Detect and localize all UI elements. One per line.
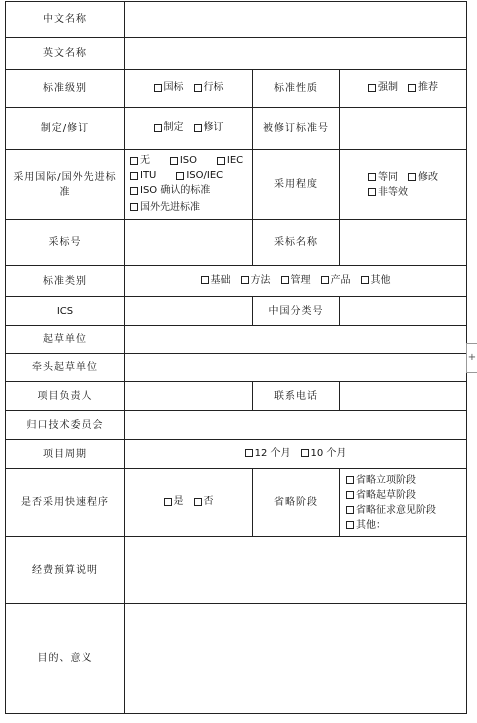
option-skip-comment[interactable]: 省略征求意见阶段 [346, 503, 436, 518]
adoption-degree-label: 采用程度 [253, 150, 340, 220]
fast-track-label: 是否采用快速程序 [6, 469, 125, 537]
budget-label: 经费预算说明 [6, 537, 125, 604]
checkbox-icon [130, 203, 138, 211]
revised-standard-label: 被修订标准号 [253, 108, 340, 150]
china-class-label: 中国分类号 [253, 297, 340, 326]
checkbox-icon [408, 173, 416, 181]
project-leader-label: 项目负责人 [6, 382, 125, 411]
option-10-months[interactable]: 10 个月 [301, 446, 347, 461]
checkbox-icon [194, 124, 202, 132]
committee-label: 归口技术委员会 [6, 411, 125, 440]
checkbox-icon [408, 84, 416, 92]
purpose-field[interactable] [125, 604, 467, 714]
option-recommended[interactable]: 推荐 [408, 80, 438, 95]
checkbox-icon [281, 276, 289, 284]
category-options [125, 266, 467, 297]
option-12-months[interactable]: 12 个月 [245, 446, 291, 461]
option-identical[interactable]: 等同 [368, 170, 398, 185]
drafting-unit-field[interactable] [125, 326, 467, 354]
adopted-number-field[interactable] [125, 220, 253, 266]
china-class-field[interactable] [340, 297, 467, 326]
checkbox-icon [154, 124, 162, 132]
project-leader-field[interactable] [125, 382, 253, 411]
revision-label: 制定/修订 [6, 108, 125, 150]
committee-field[interactable] [125, 411, 467, 440]
option-basic[interactable]: 基础 [201, 273, 231, 288]
ics-field[interactable] [125, 297, 253, 326]
checkbox-icon [130, 172, 138, 180]
option-non-equivalent[interactable]: 非等效 [368, 185, 408, 200]
checkbox-icon [245, 449, 253, 457]
option-revise[interactable]: 修订 [194, 120, 224, 135]
checkbox-icon [176, 172, 184, 180]
adopted-number-label: 采标号 [6, 220, 125, 266]
standard-level-options [125, 70, 253, 108]
option-national[interactable]: 国标 [154, 80, 184, 95]
english-name-label: 英文名称 [6, 38, 125, 70]
checkbox-icon [301, 449, 309, 457]
option-iso-confirmed[interactable]: ISO 确认的标准 [130, 183, 210, 198]
option-formulate[interactable]: 制定 [154, 120, 184, 135]
option-foreign-advanced[interactable]: 国外先进标准 [130, 200, 200, 215]
option-no[interactable]: 否 [194, 494, 214, 509]
option-industry[interactable]: 行标 [194, 80, 224, 95]
phone-label: 联系电话 [253, 382, 340, 411]
budget-field[interactable] [125, 537, 467, 604]
option-iso[interactable]: ISO [170, 153, 203, 168]
option-method[interactable]: 方法 [241, 273, 271, 288]
chinese-name-label: 中文名称 [6, 2, 125, 38]
checkbox-icon [217, 157, 225, 165]
checkbox-icon [130, 187, 138, 195]
option-other[interactable]: 其他 [361, 273, 391, 288]
checkbox-icon [164, 498, 172, 506]
checkbox-icon [154, 84, 162, 92]
revised-standard-field[interactable] [340, 108, 467, 150]
option-modified[interactable]: 修改 [408, 170, 438, 185]
checkbox-icon [346, 476, 354, 484]
checkbox-icon [170, 157, 178, 165]
option-none[interactable]: 无 [130, 153, 156, 168]
standard-nature-options [340, 70, 467, 108]
skip-stage-label: 省略阶段 [253, 469, 340, 537]
checkbox-icon [361, 276, 369, 284]
adoption-options [125, 150, 253, 220]
option-management[interactable]: 管理 [281, 273, 311, 288]
checkbox-icon [346, 521, 354, 529]
checkbox-icon [368, 173, 376, 181]
checkbox-icon [130, 157, 138, 165]
checkbox-icon [346, 491, 354, 499]
standard-nature-label: 标准性质 [253, 70, 340, 108]
category-label: 标准类别 [6, 266, 125, 297]
option-product[interactable]: 产品 [321, 273, 351, 288]
purpose-label: 目的、意义 [6, 604, 125, 714]
checkbox-icon [201, 276, 209, 284]
checkbox-icon [368, 188, 376, 196]
adopted-name-field[interactable] [340, 220, 467, 266]
adopted-name-label: 采标名称 [253, 220, 340, 266]
checkbox-icon [321, 276, 329, 284]
option-yes[interactable]: 是 [164, 494, 184, 509]
project-proposal-form [5, 1, 467, 714]
checkbox-icon [241, 276, 249, 284]
checkbox-icon [194, 498, 202, 506]
checkbox-icon [194, 84, 202, 92]
option-iso-iec[interactable]: ISO/IEC [176, 168, 229, 183]
project-period-options [125, 440, 467, 469]
project-period-label: 项目周期 [6, 440, 125, 469]
option-mandatory[interactable]: 强制 [368, 80, 398, 95]
chinese-name-field[interactable] [125, 2, 467, 38]
ics-label: ICS [6, 297, 125, 326]
skip-stage-options [340, 469, 467, 537]
drafting-unit-label: 起草单位 [6, 326, 125, 354]
fast-track-options [125, 469, 253, 537]
adoption-degree-options [340, 150, 467, 220]
option-itu[interactable]: ITU [130, 168, 162, 183]
option-skip-other[interactable]: 其他： [346, 518, 386, 533]
add-row-handle[interactable]: + [466, 343, 477, 373]
option-iec[interactable]: IEC [217, 153, 249, 168]
english-name-field[interactable] [125, 38, 467, 70]
checkbox-icon [346, 506, 354, 514]
revision-options [125, 108, 253, 150]
phone-field[interactable] [340, 382, 467, 411]
checkbox-icon [368, 84, 376, 92]
lead-unit-field[interactable] [125, 354, 467, 382]
option-skip-proposal[interactable]: 省略立项阶段 [346, 473, 416, 488]
adoption-label: 采用国际/国外先进标准 [6, 150, 125, 220]
lead-unit-label: 牵头起草单位 [6, 354, 125, 382]
option-skip-drafting[interactable]: 省略起草阶段 [346, 488, 416, 503]
standard-level-label: 标准级别 [6, 70, 125, 108]
